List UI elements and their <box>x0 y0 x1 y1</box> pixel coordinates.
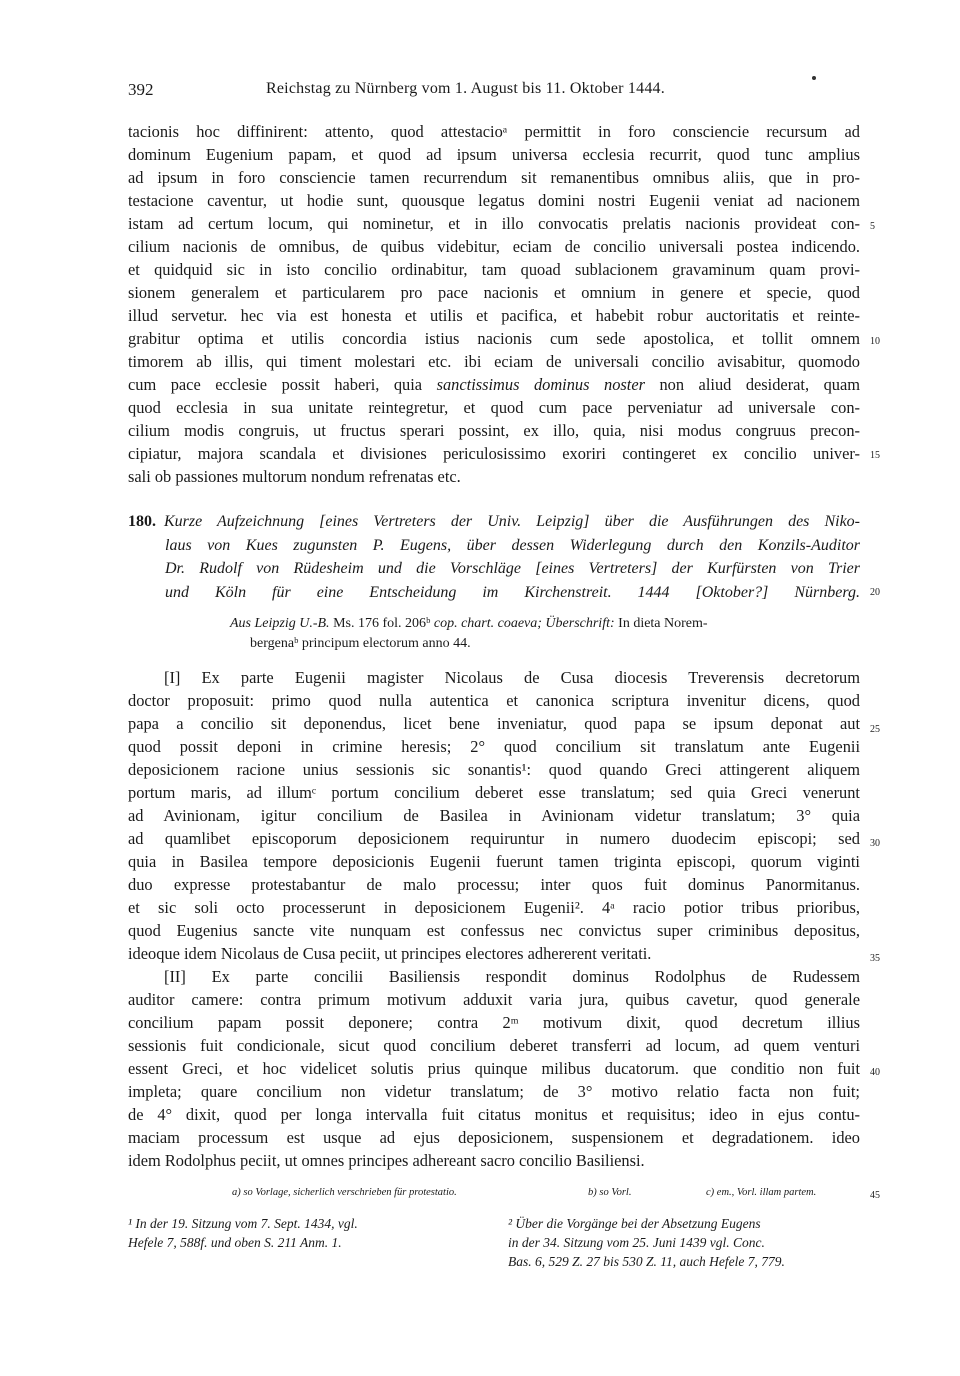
entry-heading-line: und Köln für eine Entscheidung im Kirchenstreit. 1444 [Oktober?] Nürnberg. <box>165 583 860 601</box>
text-line: quod possit deponi in crimine heresis; 2° quod concilium sit translatum ante Eugenii <box>128 737 860 756</box>
apparatus-note-a: a) so Vorlage, sicherlich verschrieben für protestatio. <box>232 1187 457 1198</box>
text-line: ad quamlibet episcoporum deposicionem requiruntur in numero duodecim episcopi; sed <box>128 829 860 848</box>
footnote-line: in der 34. Sitzung vom 25. Juni 1439 vgl. Conc. <box>508 1235 765 1250</box>
footnote-line: ² Über die Vorgänge bei der Absetzung Eugens <box>508 1216 761 1231</box>
margin-line-number: 40 <box>870 1067 880 1078</box>
text-line: deposicionem racione unius sessionis sic sonantis¹: quod quando Greci attingerent aliquem <box>128 760 860 779</box>
text-line: ad ipsum in foro consciencie tamen recurrendum sit remanentibus omnibus aliis, que in pro- <box>128 168 860 187</box>
entry-heading-line: Dr. Rudolf von Rüdesheim und die Vorschläge [eines Vertreters] der Kurfürsten von Trier <box>165 560 860 577</box>
body-paragraph-1 <box>128 120 860 488</box>
text-line: istam ad certum locum, qui nominetur, et in illo convocatis prelatis nacionis provideat con- <box>128 214 860 233</box>
source-text: Ms. 176 fol. 206ᵇ <box>329 616 434 631</box>
text-line: tacionis hoc diffinirent: attento, quod attestacioᵃ permittit in foro consciencie recursum ad <box>128 122 860 141</box>
text-line: concilium papam possit deponere; contra 2ᵐ motivum dixit, quod decretum illius <box>128 1013 860 1032</box>
text-line: portum maris, ad illumᶜ portum concilium deberet esse translatum; sed quia Greci venerunt <box>128 783 860 802</box>
source-italic: Aus Leipzig U.-B. <box>230 616 330 631</box>
entry-heading-line: laus von Kues zugunsten P. Eugens, über dessen Widerlegung durch den Konzils-Auditor <box>165 536 860 554</box>
text-line: sionem generalem et particularem pro pace nacionis et omnium in genere et specie, quod <box>128 283 860 302</box>
entry-number: 180. <box>128 513 156 530</box>
footnote-line: ¹ In der 19. Sitzung vom 7. Sept. 1434, vgl. <box>128 1216 358 1231</box>
text-span: cum pace ecclesie possit haberi, quia <box>128 375 423 394</box>
entry-heading-text: Kurze Aufzeichnung [eines Vertreters der Univ. Leipzig] über die Ausführungen des Niko- <box>164 513 860 530</box>
text-line: sali ob passiones multorum nondum refrenatas etc. <box>128 467 461 486</box>
text-line: maciam processum est usque ad ejus deposicionem, suspensionem et degradationem. ideo <box>128 1128 860 1147</box>
text-line: cilium modis congruis, ut fructus sperari possint, ex illo, quia, nisi modus congruus precon- <box>128 421 860 440</box>
text-line: essent Greci, et hoc videlicet solutis prius quinque milibus ducatorum. que conditio non fuit <box>128 1059 860 1078</box>
text-line: duo expresse protestabantur de malo processu; inter quos fuit dominus Panormitanus. <box>128 875 860 894</box>
source-line: bergenaᵇ principum electorum anno 44. <box>250 636 471 651</box>
apparatus-note-c: c) em., Vorl. illam partem. <box>706 1187 817 1198</box>
text-line: ideoque idem Nicolaus de Cusa peciit, ut principes electores adhererent veritati. <box>128 944 652 963</box>
text-line: et sic soli octo processerunt in deposicionem Eugenii². 4ᵃ racio potior tribus prioribus, <box>128 898 860 917</box>
footnote-line: Hefele 7, 588f. und oben S. 211 Anm. 1. <box>128 1235 342 1250</box>
source-text: In dieta Norem- <box>614 616 708 631</box>
text-line: cilium nacionis de omnibus, de quibus videbitur, eciam de concilio universali postea indicendo. <box>128 237 860 256</box>
text-line: impleta; quare concilium non videtur translatum; de 3° motivo relatio facta non fuit; <box>128 1082 860 1101</box>
body-paragraph-2 <box>128 666 860 1172</box>
italic-phrase: sanctissimus dominus noster <box>436 375 645 394</box>
text-line: ad Avinionam, igitur concilium de Basilea in Avinionam videtur translatum; 3° quia <box>128 806 860 825</box>
text-line: quia in Basilea tempore deposicionis Eugenii fuerunt tamen triginta episcopi, quorum viginti <box>128 852 860 871</box>
text-line: papa a concilio sit deponendus, licet bene inveniatur, quod papa se ipsum deponat aut <box>128 714 860 733</box>
text-line: et quidquid sic in isto concilio ordinabitur, tam quoad sublacionem gravaminum quam provi- <box>128 260 860 279</box>
text-line: testacione caventur, ut hodie sunt, quousque legatus domini nostri Eugenii veniat ad nacionem <box>128 191 860 210</box>
page-number: 392 <box>128 80 154 99</box>
margin-line-number: 10 <box>870 336 880 347</box>
source-line <box>230 614 860 634</box>
footnote-2 <box>508 1214 860 1271</box>
text-line: grabitur optima et utilis concordia istius nacionis cum sede apostolica, et tollit omnem <box>128 329 860 348</box>
text-line: doctor proposuit: primo quod nulla autentica et canonica scriptura invenitur dicens, quod <box>128 691 860 710</box>
source-note <box>230 614 860 654</box>
text-line: timorem ab illis, qui timent molestari etc. ibi eciam de universali concilio avisabitur, quomodo <box>128 352 860 371</box>
margin-line-number: 15 <box>870 450 880 461</box>
text-span: non aliud desiderat, quam <box>659 375 860 394</box>
entry-heading-line <box>128 510 860 534</box>
footnote-line: Bas. 6, 529 Z. 27 bis 530 Z. 11, auch Hefele 7, 779. <box>508 1254 785 1269</box>
text-line: quod Eugenius sancte vite nunquam est confessus nec convictus super criminibus depositus, <box>128 921 860 940</box>
text-line: dominum Eugenium papam, et quod ad ipsum universa ecclesia recurrit, quod tunc amplius <box>128 145 860 164</box>
running-head: Reichstag zu Nürnberg vom 1. August bis 11. Oktober 1444. <box>266 80 665 97</box>
text-line: quod ecclesia in sua unitate reintegretur, et quod cum pace perveniatur ad universale con- <box>128 398 860 417</box>
margin-line-number: 35 <box>870 953 880 964</box>
apparatus-note-b: b) so Vorl. <box>588 1187 632 1198</box>
text-line: cipiatur, majora scandala et divisiones periculosissimo exoriri contingeret ex concilio univer- <box>128 444 860 463</box>
footnote-1 <box>128 1214 488 1252</box>
entry-heading <box>128 510 860 604</box>
critical-apparatus <box>128 1187 860 1203</box>
text-line: [I] Ex parte Eugenii magister Nicolaus de Cusa diocesis Treverensis decretorum <box>164 668 860 687</box>
margin-line-number: 5 <box>870 221 875 232</box>
margin-line-number: 25 <box>870 724 880 735</box>
text-line: idem Rodolphus peciit, ut omnes principes adhereant sacro concilio Basiliensi. <box>128 1151 645 1170</box>
margin-line-number: 45 <box>870 1190 880 1201</box>
text-line: illud servetur. hec via est honesta et utilis et pacifica, et habebit robur auctoritatis et reinte- <box>128 306 860 325</box>
page-header <box>128 80 860 102</box>
source-italic: cop. chart. coaeva; Überschrift: <box>433 616 615 631</box>
margin-line-number: 20 <box>870 587 880 598</box>
text-line: sessionis fuit condicionale, sicut quod concilium deberet transferri ad locum, ad quem venturi <box>128 1036 860 1055</box>
text-line <box>128 373 860 396</box>
margin-line-number: 30 <box>870 838 880 849</box>
text-line: de 4° dixit, quod per longa intervalla fuit citatus monitus et requisitus; ideo in ejus contu- <box>128 1105 860 1124</box>
text-line: [II] Ex parte concilii Basiliensis respondit dominus Rodolphus de Rudessem <box>164 967 860 986</box>
text-line: auditor camere: contra primum motivum adduxit varia jura, quibus cavetur, quod generale <box>128 990 860 1009</box>
